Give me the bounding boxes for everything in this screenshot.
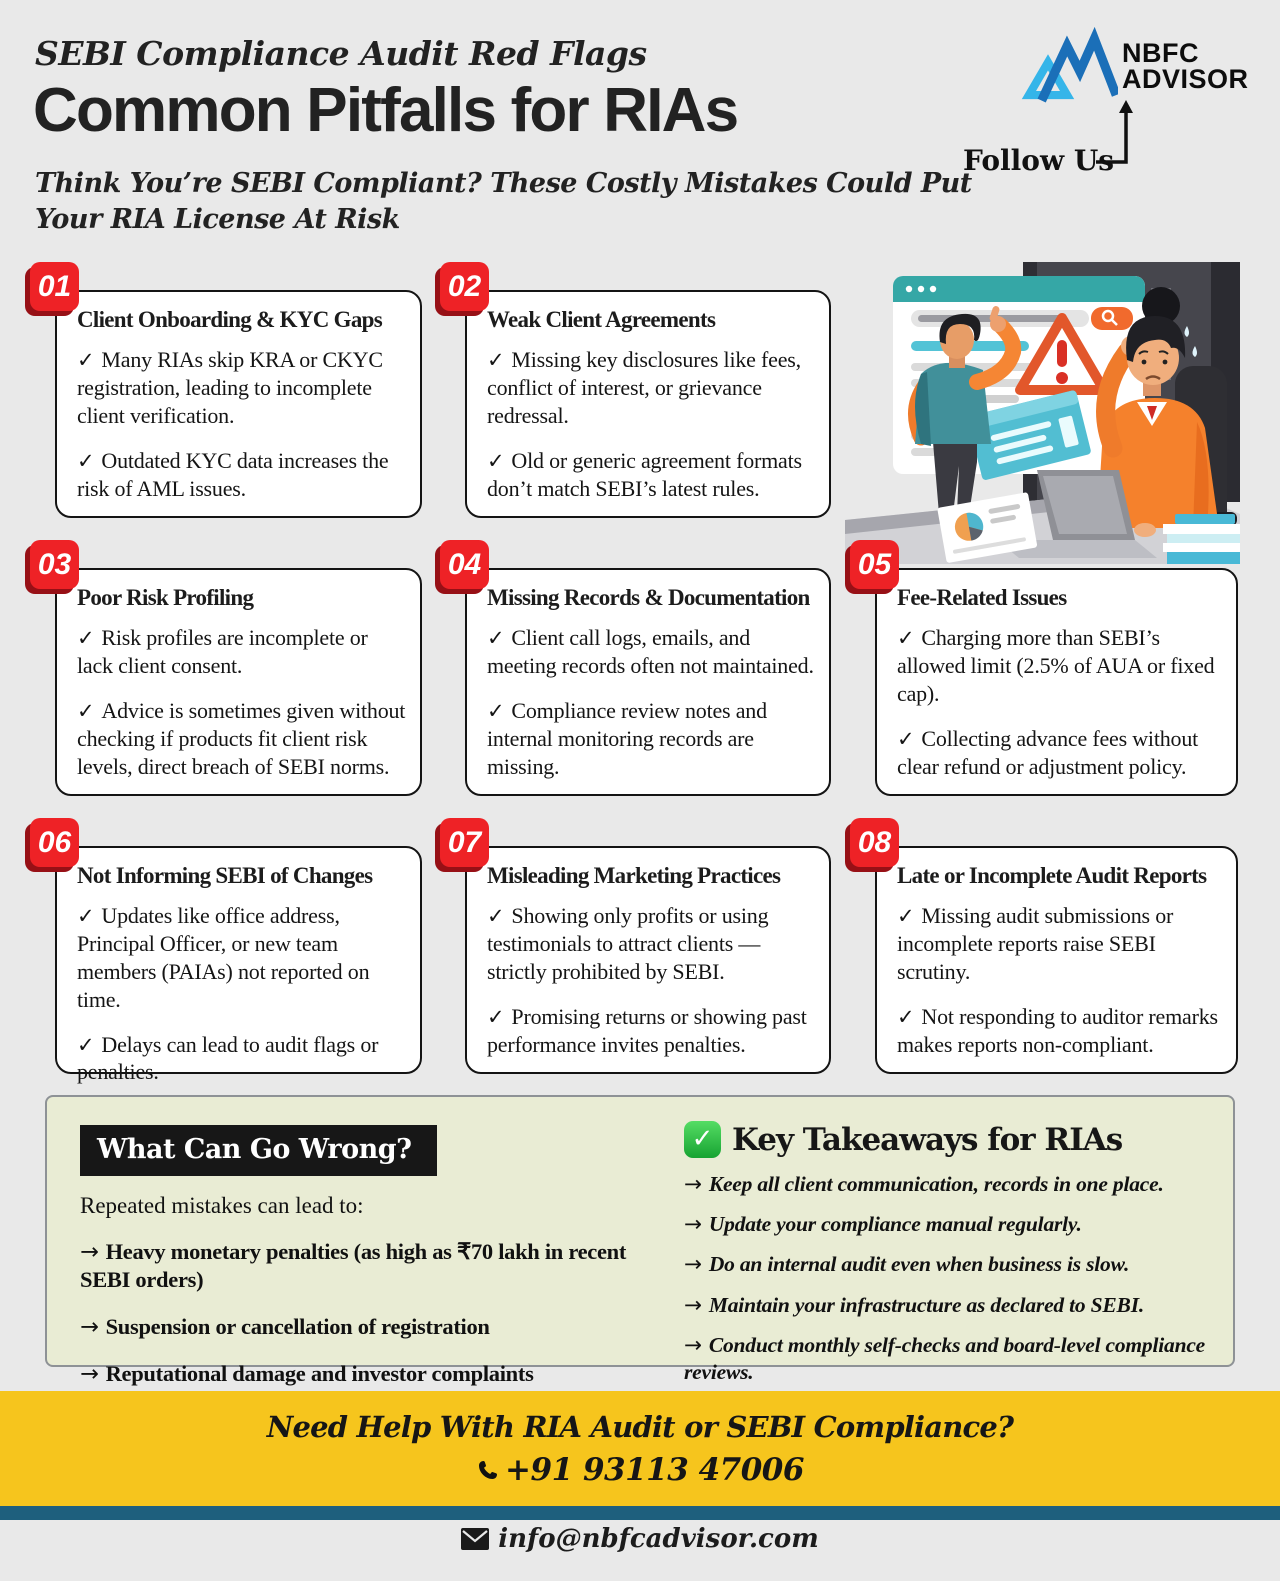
subtitle (35, 166, 972, 239)
card-title: Poor Risk Profiling (77, 585, 254, 610)
phone-number: +91 93113 47006 (476, 1452, 804, 1488)
check-icon: ✓ (487, 347, 505, 372)
card-number-badge: 07 (440, 818, 489, 867)
card-bullet: ✓ Outdated KYC data increases the risk of AML issues. (77, 447, 389, 501)
card-number-badge: 03 (30, 540, 79, 589)
stressed-advisor-illustration (845, 262, 1240, 564)
phone-icon (476, 1458, 500, 1482)
nbfc-advisor-logo (1018, 26, 1249, 106)
check-icon: ✓ (77, 347, 95, 372)
wrong-item: → Heavy monetary penalties (as high as ₹70 lakh in recent SEBI orders) (80, 1239, 627, 1293)
pitfall-card-03 (55, 568, 422, 796)
check-icon: ✓ (897, 726, 915, 751)
green-check-icon: ✓ (684, 1121, 721, 1158)
check-icon: ✓ (487, 698, 505, 723)
check-icon: ✓ (77, 698, 95, 723)
check-icon: ✓ (487, 625, 505, 650)
mountain-logo-icon (1018, 26, 1118, 106)
takeaway-item: → Keep all client communication, records in one place. (684, 1172, 1164, 1197)
card-number-badge: 02 (440, 262, 489, 311)
subtitle-line2: Your RIA License At Risk (35, 204, 400, 236)
takeaway-item: → Do an internal audit even when business is slow. (684, 1252, 1130, 1278)
page-title: Common Pitfalls for RIAs (33, 76, 738, 145)
card-bullet: ✓ Delays can lead to audit flags or penalties. (77, 1031, 379, 1085)
pitfall-card-07 (465, 846, 831, 1074)
wrong-item: → Reputational damage and investor complaints (80, 1361, 534, 1388)
envelope-icon (461, 1528, 489, 1550)
pitfall-card-04 (465, 568, 831, 796)
pitfall-card-08 (875, 846, 1238, 1074)
takeaway-item: → Maintain your infrastructure as declared to SEBI. (684, 1292, 1145, 1318)
arrow-icon: → (684, 1212, 702, 1238)
arrow-icon: → (80, 1313, 99, 1340)
arrow-icon: → (684, 1172, 702, 1197)
what-can-go-wrong-heading: What Can Go Wrong? (80, 1125, 437, 1176)
pitfall-card-01 (55, 290, 422, 518)
check-icon: ✓ (77, 1032, 95, 1057)
card-bullet: ✓ Showing only profits or using testimonials to attract clients — strictly prohibited by SEBI. (487, 902, 769, 984)
check-icon: ✓ (77, 903, 95, 928)
check-icon: ✓ (77, 625, 95, 650)
follow-us-arrow-icon (1096, 100, 1142, 172)
key-takeaways-section (684, 1121, 1224, 1385)
pitfall-card-02 (465, 290, 831, 518)
card-title: Late or Incomplete Audit Reports (897, 863, 1207, 888)
takeaway-item: → Conduct monthly self-checks and board-level compliance reviews. (684, 1332, 1206, 1385)
card-title: Misleading Marketing Practices (487, 863, 781, 888)
check-icon: ✓ (487, 448, 505, 473)
cta-band (0, 1391, 1280, 1506)
brand-name: NBFC ADVISOR (1122, 37, 1249, 94)
check-icon: ✓ (487, 903, 505, 928)
subtitle-line1: Think You’re SEBI Compliant? These Costly Mistakes Could Put (35, 168, 972, 199)
card-bullet: ✓ Charging more than SEBI’s allowed limit (2.5% of AUA or fixed cap). (897, 624, 1215, 706)
card-bullet: ✓ Missing key disclosures like fees, conflict of interest, or grievance redressal. (487, 346, 801, 428)
what-can-go-wrong-section (80, 1125, 655, 1389)
card-title: Not Informing SEBI of Changes (77, 863, 373, 888)
card-number-badge: 06 (30, 818, 79, 867)
check-icon: ✓ (897, 625, 915, 650)
cta-text: Need Help With RIA Audit or SEBI Compliance? (266, 1409, 1014, 1444)
card-bullet: ✓ Collecting advance fees without clear refund or adjustment policy. (897, 725, 1199, 779)
arrow-icon: → (684, 1292, 702, 1318)
card-number-badge: 04 (440, 540, 489, 589)
arrow-icon: → (684, 1252, 702, 1278)
card-bullet: ✓ Advice is sometimes given without checking if products fit client risk levels, direct breach of SEBI norms. (77, 697, 406, 779)
key-takeaways-heading: Key Takeaways for RIAs (732, 1121, 1123, 1158)
check-icon: ✓ (487, 1004, 505, 1029)
card-title: Client Onboarding & KYC Gaps (77, 307, 383, 332)
email-address: info@nbfcadvisor.com (0, 1524, 1280, 1554)
card-bullet: ✓ Promising returns or showing past performance invites penalties. (487, 1003, 807, 1057)
card-title: Fee-Related Issues (897, 585, 1067, 610)
card-number-badge: 05 (850, 540, 899, 589)
check-icon: ✓ (897, 1004, 915, 1029)
card-number-badge: 01 (30, 262, 79, 311)
card-bullet: ✓ Risk profiles are incomplete or lack client consent. (77, 624, 368, 678)
card-bullet: ✓ Missing audit submissions or incomplete reports raise SEBI scrutiny. (897, 902, 1174, 984)
card-title: Missing Records & Documentation (487, 585, 810, 610)
teal-divider (0, 1506, 1280, 1520)
card-bullet: ✓ Old or generic agreement formats don’t match SEBI’s latest rules. (487, 447, 802, 501)
kicker: SEBI Compliance Audit Red Flags (35, 34, 647, 73)
arrow-icon: → (80, 1361, 99, 1388)
card-bullet: ✓ Many RIAs skip KRA or CKYC registration, leading to incomplete client verification. (77, 346, 383, 428)
arrow-icon: → (80, 1239, 99, 1265)
wrong-intro: Repeated mistakes can lead to: (80, 1193, 364, 1218)
wrong-item: → Suspension or cancellation of registration (80, 1313, 490, 1340)
card-number-badge: 08 (850, 818, 899, 867)
check-icon: ✓ (77, 448, 95, 473)
card-bullet: ✓ Updates like office address, Principal Officer, or new team members (PAIAs) not reported on time. (77, 902, 370, 1012)
card-bullet: ✓ Not responding to auditor remarks makes reports non-compliant. (897, 1003, 1218, 1057)
follow-us-label: Follow Us (963, 144, 1115, 177)
pitfall-card-05 (875, 568, 1238, 796)
summary-panel (45, 1095, 1235, 1388)
card-bullet: ✓ Client call logs, emails, and meeting records often not maintained. (487, 624, 814, 678)
card-bullet: ✓ Compliance review notes and internal monitoring records are missing. (487, 697, 767, 779)
arrow-icon: → (684, 1332, 702, 1358)
takeaway-item: → Update your compliance manual regularly. (684, 1212, 1082, 1238)
card-title: Weak Client Agreements (487, 307, 716, 332)
pitfall-card-06 (55, 846, 422, 1085)
check-icon: ✓ (897, 903, 915, 928)
